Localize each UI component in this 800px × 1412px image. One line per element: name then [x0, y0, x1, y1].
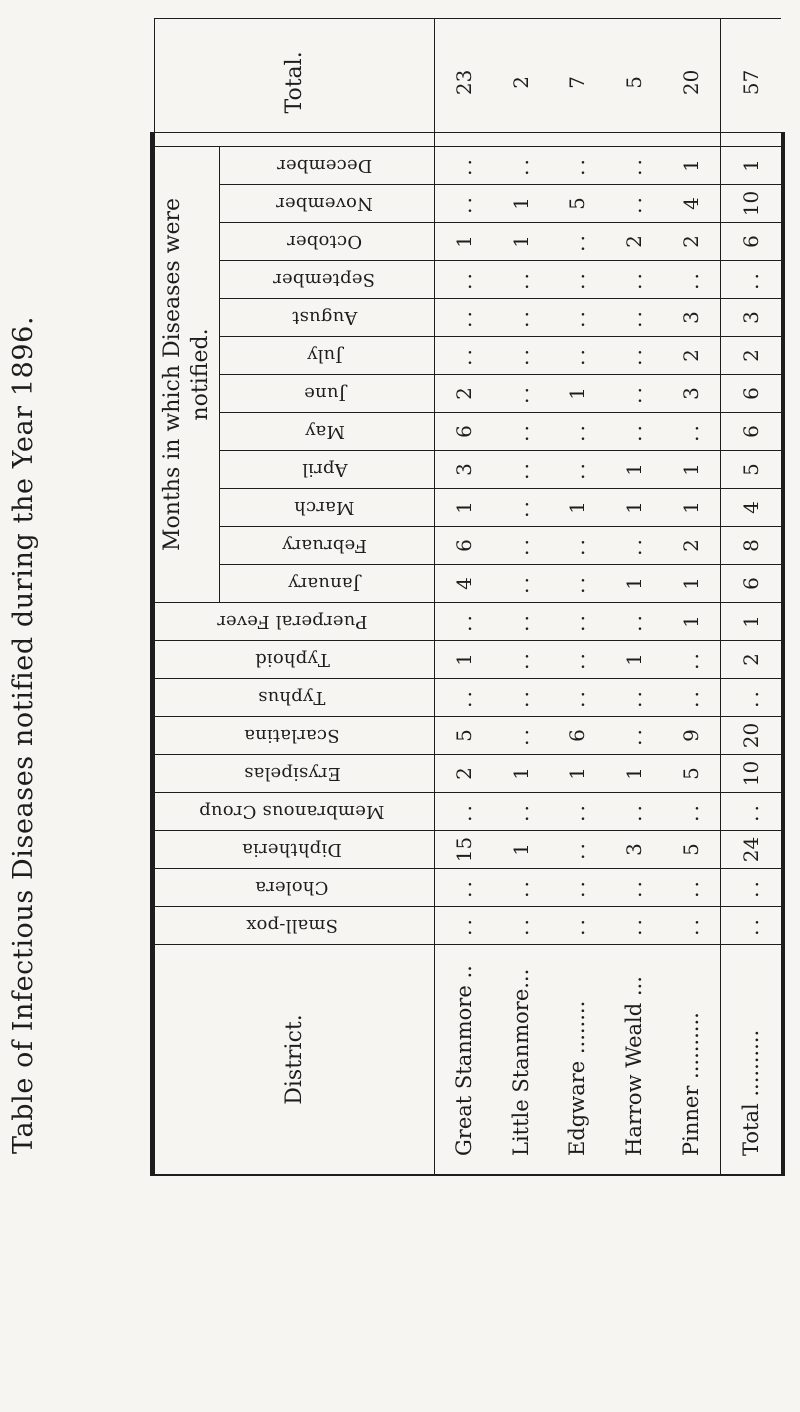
disease-cell: 2 — [721, 641, 782, 679]
month-cell: 3 — [663, 375, 721, 413]
month-cell: 1 — [435, 489, 493, 527]
month-cell: .. — [492, 413, 549, 451]
district-name: Edgware ........ — [549, 945, 606, 1175]
disease-header-smallpox: Small-pox — [155, 907, 435, 945]
table-row — [721, 18, 782, 1174]
disease-cell: .. — [549, 831, 606, 869]
month-cell: 2 — [721, 337, 782, 375]
disease-cell: .. — [663, 679, 721, 717]
disease-cell: .. — [435, 679, 493, 717]
month-header-november: November — [220, 185, 435, 223]
month-cell: 6 — [721, 565, 782, 603]
row-total: 5 — [606, 18, 663, 146]
month-cell: .. — [492, 375, 549, 413]
disease-cell: 24 — [721, 831, 782, 869]
disease-cell: .. — [549, 869, 606, 907]
month-header-may: May — [220, 413, 435, 451]
month-cell: 6 — [435, 413, 493, 451]
month-cell: .. — [721, 261, 782, 299]
month-cell: 1 — [663, 146, 721, 184]
disease-cell: .. — [606, 907, 663, 945]
disease-cell: 10 — [721, 755, 782, 793]
month-cell: .. — [606, 261, 663, 299]
month-cell: .. — [492, 489, 549, 527]
table-row — [492, 18, 549, 1174]
month-cell: .. — [606, 146, 663, 184]
disease-cell: .. — [549, 603, 606, 641]
month-cell: .. — [549, 261, 606, 299]
disease-cell: .. — [492, 717, 549, 755]
month-header-september: September — [220, 261, 435, 299]
table-row — [549, 18, 606, 1174]
row-total: 20 — [663, 18, 721, 146]
disease-cell: .. — [435, 907, 493, 945]
month-cell: .. — [492, 565, 549, 603]
disease-cell: 5 — [663, 831, 721, 869]
month-cell: 5 — [721, 451, 782, 489]
disease-cell: .. — [663, 869, 721, 907]
row-total: 23 — [435, 18, 493, 146]
month-cell: 1 — [663, 451, 721, 489]
month-cell: 2 — [606, 223, 663, 261]
month-cell: 6 — [721, 223, 782, 261]
month-header-june: June — [220, 375, 435, 413]
disease-cell: 1 — [606, 641, 663, 679]
month-cell: .. — [435, 299, 493, 337]
disease-cell: .. — [435, 869, 493, 907]
disease-cell: 15 — [435, 831, 493, 869]
month-cell: .. — [549, 527, 606, 565]
month-cell: .. — [549, 337, 606, 375]
month-cell: 6 — [721, 413, 782, 451]
disease-cell: 5 — [663, 755, 721, 793]
disease-cell: .. — [663, 793, 721, 831]
month-header-february: February — [220, 527, 435, 565]
month-cell: .. — [549, 413, 606, 451]
disease-cell: .. — [663, 641, 721, 679]
table-row — [663, 18, 721, 1174]
month-cell: 5 — [549, 185, 606, 223]
month-cell: .. — [492, 451, 549, 489]
disease-header-puerperal-fever: Puerperal Fever — [155, 603, 435, 641]
month-header-july: July — [220, 337, 435, 375]
month-cell: 1 — [663, 565, 721, 603]
disease-cell: .. — [492, 869, 549, 907]
total-header: Total. — [155, 18, 435, 146]
month-cell: .. — [549, 451, 606, 489]
disease-cell: .. — [606, 679, 663, 717]
row-total: 57 — [721, 18, 782, 146]
month-cell: 1 — [721, 146, 782, 184]
month-cell: .. — [663, 413, 721, 451]
disease-cell: .. — [492, 793, 549, 831]
district-name: Harrow Weald ... — [606, 945, 663, 1175]
disease-cell: 1 — [492, 755, 549, 793]
month-cell: .. — [435, 261, 493, 299]
month-cell: 8 — [721, 527, 782, 565]
infectious-diseases-table — [150, 51, 785, 1176]
district-name: Little Stanmore... — [492, 945, 549, 1175]
month-cell: .. — [549, 299, 606, 337]
month-cell: 6 — [435, 527, 493, 565]
disease-cell: .. — [721, 679, 782, 717]
month-cell: .. — [435, 185, 493, 223]
month-cell: .. — [606, 527, 663, 565]
row-total: 7 — [549, 18, 606, 146]
month-cell: .. — [549, 223, 606, 261]
disease-header-membranous-croup: Membranous Croup — [155, 793, 435, 831]
month-cell: .. — [606, 413, 663, 451]
disease-cell: 6 — [549, 717, 606, 755]
month-header-august: August — [220, 299, 435, 337]
disease-cell: .. — [492, 679, 549, 717]
month-cell: 4 — [721, 489, 782, 527]
month-cell: .. — [606, 337, 663, 375]
month-cell: 1 — [492, 185, 549, 223]
months-header: Months in which Diseases were notified. — [155, 146, 220, 602]
disease-header-typhoid: Typhoid — [155, 641, 435, 679]
month-cell: 2 — [663, 223, 721, 261]
month-cell: 2 — [663, 337, 721, 375]
disease-cell: 5 — [435, 717, 493, 755]
month-cell: 10 — [721, 185, 782, 223]
month-cell: .. — [663, 261, 721, 299]
disease-cell: 3 — [606, 831, 663, 869]
disease-cell: 20 — [721, 717, 782, 755]
district-name: Pinner .......... — [663, 945, 721, 1175]
month-cell: 1 — [606, 489, 663, 527]
month-cell: .. — [492, 337, 549, 375]
disease-cell: 1 — [721, 603, 782, 641]
month-cell: 2 — [435, 375, 493, 413]
disease-cell: 1 — [549, 755, 606, 793]
month-cell: .. — [606, 185, 663, 223]
disease-cell: .. — [721, 907, 782, 945]
disease-cell: .. — [549, 907, 606, 945]
month-cell: 1 — [606, 565, 663, 603]
month-cell: .. — [549, 565, 606, 603]
disease-cell: 1 — [606, 755, 663, 793]
month-header-january: January — [220, 565, 435, 603]
disease-cell: 1 — [492, 831, 549, 869]
disease-header-cholera: Cholera — [155, 869, 435, 907]
month-cell: 1 — [492, 223, 549, 261]
disease-cell: .. — [606, 717, 663, 755]
disease-cell: .. — [606, 869, 663, 907]
disease-cell: .. — [721, 869, 782, 907]
disease-header-erysipelas: Erysipelas — [155, 755, 435, 793]
month-cell: .. — [549, 146, 606, 184]
disease-cell: .. — [435, 793, 493, 831]
row-total: 2 — [492, 18, 549, 146]
disease-header-scarlatina: Scarlatina — [155, 717, 435, 755]
month-cell: 2 — [663, 527, 721, 565]
month-cell: 6 — [721, 375, 782, 413]
month-cell: .. — [435, 146, 493, 184]
disease-cell: 1 — [663, 603, 721, 641]
district-header: District. — [155, 945, 435, 1175]
disease-cell: .. — [606, 603, 663, 641]
month-cell: 1 — [549, 375, 606, 413]
disease-cell: .. — [549, 641, 606, 679]
month-cell: 4 — [663, 185, 721, 223]
disease-cell: 2 — [435, 755, 493, 793]
month-cell: .. — [492, 299, 549, 337]
disease-cell: .. — [721, 793, 782, 831]
month-header-december: December — [220, 146, 435, 184]
disease-cell: .. — [492, 907, 549, 945]
month-cell: 3 — [721, 299, 782, 337]
district-name: Great Stanmore .. — [435, 945, 493, 1175]
disease-header-typhus: Typhus — [155, 679, 435, 717]
month-cell: .. — [492, 146, 549, 184]
table-row — [435, 18, 493, 1174]
month-header-march: March — [220, 489, 435, 527]
month-cell: .. — [492, 261, 549, 299]
disease-header-diphtheria: Diphtheria — [155, 831, 435, 869]
disease-cell: .. — [549, 679, 606, 717]
disease-cell: .. — [492, 641, 549, 679]
month-cell: 1 — [435, 223, 493, 261]
month-cell: .. — [435, 337, 493, 375]
month-cell: 1 — [663, 489, 721, 527]
month-cell: .. — [492, 527, 549, 565]
month-cell: 1 — [606, 451, 663, 489]
month-cell: 3 — [435, 451, 493, 489]
month-cell: .. — [606, 299, 663, 337]
table-row — [606, 18, 663, 1174]
disease-cell: .. — [606, 793, 663, 831]
disease-cell: 1 — [435, 641, 493, 679]
month-header-april: April — [220, 451, 435, 489]
disease-cell: .. — [492, 603, 549, 641]
disease-cell: .. — [435, 603, 493, 641]
disease-cell: .. — [663, 907, 721, 945]
month-cell: .. — [606, 375, 663, 413]
page-title: Table of Infectious Diseases notified during the Year 1896. — [8, 315, 39, 1154]
disease-cell: 9 — [663, 717, 721, 755]
district-name: Total .......... — [721, 945, 782, 1175]
disease-cell: .. — [549, 793, 606, 831]
month-cell: 1 — [549, 489, 606, 527]
month-header-october: October — [220, 223, 435, 261]
month-cell: 3 — [663, 299, 721, 337]
month-cell: 4 — [435, 565, 493, 603]
